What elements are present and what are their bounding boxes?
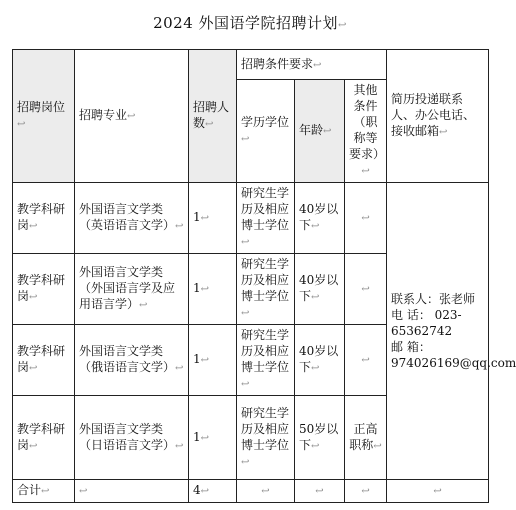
- total-age-cell: ↩: [295, 480, 345, 503]
- count-cell: 1↩: [189, 396, 237, 480]
- count-cell: 1↩: [189, 183, 237, 254]
- major-cell: 外国语言文学类（英语语言文学）↩: [75, 183, 189, 254]
- age-cell: 40岁以下↩: [295, 254, 345, 325]
- other-cell: 正高职称↩: [345, 396, 387, 480]
- header-other: 其他条件（职称等要求）↩: [345, 80, 387, 183]
- position-cell: 教学科研岗↩: [13, 325, 75, 396]
- count-cell: 1↩: [189, 325, 237, 396]
- page-title: 2024 外国语学院招聘计划↩: [153, 14, 347, 32]
- position-cell: 教学科研岗↩: [13, 396, 75, 480]
- education-cell: 研究生学历及相应博士学位↩: [237, 325, 295, 396]
- header-count: 招聘人数↩: [189, 50, 237, 183]
- contact-phone: 电 话： 023-65362742: [391, 308, 462, 338]
- total-contact-cell: ↩: [387, 480, 489, 503]
- major-cell: 外国语言文学类（日语语言文学）↩: [75, 396, 189, 480]
- recruitment-table: [12, 49, 516, 503]
- header-row: [13, 50, 489, 80]
- contact-email: 邮 箱： 974026169@qq.com: [391, 340, 516, 370]
- age-cell: 50岁以下↩: [295, 396, 345, 480]
- header-major: 招聘专业↩: [75, 50, 189, 183]
- other-cell: ↩: [345, 325, 387, 396]
- education-cell: 研究生学历及相应博士学位↩: [237, 254, 295, 325]
- age-cell: 40岁以下↩: [295, 325, 345, 396]
- contact-person: 联系人：张老师: [391, 292, 476, 306]
- table-row: [13, 183, 489, 254]
- header-requirements: 招聘条件要求↩: [237, 50, 387, 80]
- age-cell: 40岁以下↩: [295, 183, 345, 254]
- total-row: [13, 480, 489, 503]
- header-age: 年龄↩: [295, 80, 345, 183]
- total-count: 4↩: [189, 480, 237, 503]
- education-cell: 研究生学历及相应博士学位↩: [237, 183, 295, 254]
- header-contact: 简历投递联系人、办公电话、接收邮箱↩: [387, 50, 489, 183]
- total-label: 合计↩: [13, 480, 75, 503]
- count-cell: 1↩: [189, 254, 237, 325]
- position-cell: 教学科研岗↩: [13, 254, 75, 325]
- header-position: 招聘岗位↩: [13, 50, 75, 183]
- contact-cell: [387, 183, 516, 480]
- major-cell: 外国语言文学类（俄语语言文学）↩: [75, 325, 189, 396]
- position-cell: 教学科研岗↩: [13, 183, 75, 254]
- major-cell: 外国语言文学类（外国语言学及应用语言学）↩: [75, 254, 189, 325]
- other-cell: ↩: [345, 254, 387, 325]
- total-other-cell: ↩: [345, 480, 387, 503]
- education-cell: 研究生学历及相应博士学位↩: [237, 396, 295, 480]
- total-education-cell: ↩: [237, 480, 295, 503]
- total-major-cell: ↩: [75, 480, 189, 503]
- other-cell: ↩: [345, 183, 387, 254]
- header-education: 学历学位↩: [237, 80, 295, 183]
